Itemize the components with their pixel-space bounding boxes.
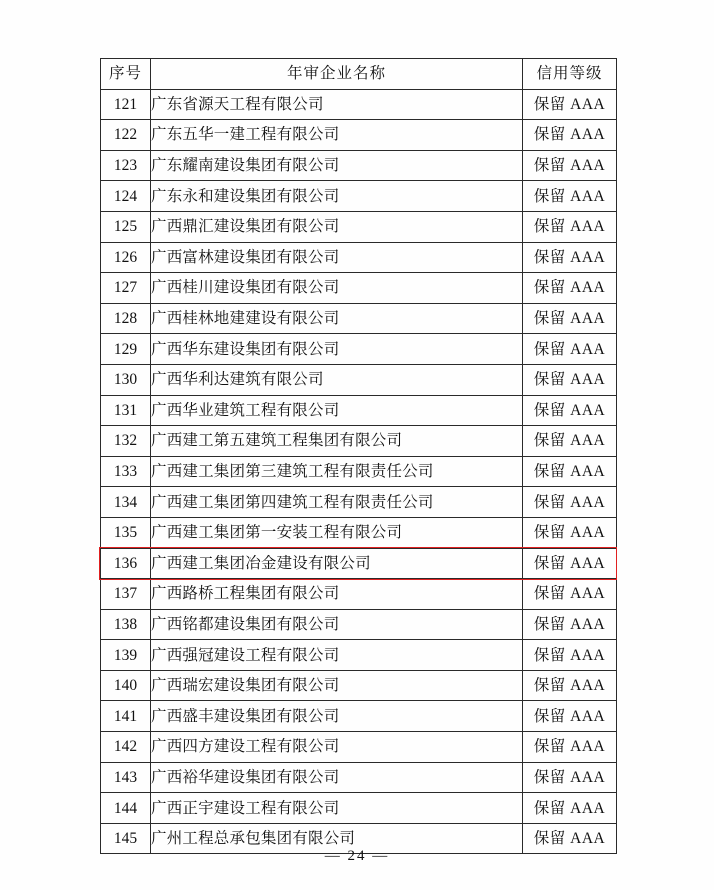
table-row bbox=[101, 181, 617, 212]
table-header bbox=[101, 59, 617, 90]
cell-credit-level: 保留 AAA bbox=[523, 120, 617, 151]
cell-index: 129 bbox=[101, 334, 151, 365]
cell-company-name: 广西正宇建设工程有限公司 bbox=[151, 793, 523, 824]
table-row bbox=[101, 670, 617, 701]
cell-company-name: 广东五华一建工程有限公司 bbox=[151, 120, 523, 151]
cell-credit-level: 保留 AAA bbox=[523, 762, 617, 793]
cell-company-name: 广西桂林地建建设有限公司 bbox=[151, 303, 523, 334]
cell-index: 137 bbox=[101, 579, 151, 610]
table-row bbox=[101, 426, 617, 457]
table-row bbox=[101, 762, 617, 793]
cell-index: 145 bbox=[101, 823, 151, 854]
cell-company-name: 广西强冠建设工程有限公司 bbox=[151, 640, 523, 671]
cell-company-name: 广西建工集团第四建筑工程有限责任公司 bbox=[151, 487, 523, 518]
table-row bbox=[101, 364, 617, 395]
cell-credit-level: 保留 AAA bbox=[523, 579, 617, 610]
cell-company-name: 广西盛丰建设集团有限公司 bbox=[151, 701, 523, 732]
cell-index: 133 bbox=[101, 456, 151, 487]
cell-company-name: 广东省源天工程有限公司 bbox=[151, 89, 523, 120]
cell-credit-level: 保留 AAA bbox=[523, 242, 617, 273]
cell-company-name: 广西华东建设集团有限公司 bbox=[151, 334, 523, 365]
table-row bbox=[101, 120, 617, 151]
cell-credit-level: 保留 AAA bbox=[523, 89, 617, 120]
table-header-row bbox=[101, 59, 617, 90]
cell-index: 128 bbox=[101, 303, 151, 334]
table-row bbox=[101, 334, 617, 365]
column-header-name: 年审企业名称 bbox=[151, 59, 523, 90]
cell-index: 141 bbox=[101, 701, 151, 732]
cell-company-name: 广西桂川建设集团有限公司 bbox=[151, 273, 523, 304]
cell-index: 139 bbox=[101, 640, 151, 671]
cell-company-name: 广西四方建设工程有限公司 bbox=[151, 732, 523, 763]
cell-company-name: 广东耀南建设集团有限公司 bbox=[151, 150, 523, 181]
table-row bbox=[101, 273, 617, 304]
annual-review-table-container bbox=[100, 58, 616, 854]
table-row bbox=[101, 89, 617, 120]
cell-company-name: 广西铭都建设集团有限公司 bbox=[151, 609, 523, 640]
cell-credit-level: 保留 AAA bbox=[523, 150, 617, 181]
annual-review-table bbox=[100, 58, 617, 854]
cell-company-name: 广西瑞宏建设集团有限公司 bbox=[151, 670, 523, 701]
table-row bbox=[101, 701, 617, 732]
cell-credit-level: 保留 AAA bbox=[523, 548, 617, 579]
cell-index: 138 bbox=[101, 609, 151, 640]
cell-credit-level: 保留 AAA bbox=[523, 211, 617, 242]
cell-index: 132 bbox=[101, 426, 151, 457]
cell-credit-level: 保留 AAA bbox=[523, 334, 617, 365]
cell-company-name: 广西建工集团第一安装工程有限公司 bbox=[151, 517, 523, 548]
cell-credit-level: 保留 AAA bbox=[523, 732, 617, 763]
cell-index: 144 bbox=[101, 793, 151, 824]
cell-credit-level: 保留 AAA bbox=[523, 181, 617, 212]
table-row bbox=[101, 640, 617, 671]
cell-company-name: 广西建工集团冶金建设有限公司 bbox=[151, 548, 523, 579]
column-header-level: 信用等级 bbox=[523, 59, 617, 90]
cell-credit-level: 保留 AAA bbox=[523, 395, 617, 426]
table-row bbox=[101, 211, 617, 242]
cell-index: 131 bbox=[101, 395, 151, 426]
cell-credit-level: 保留 AAA bbox=[523, 609, 617, 640]
cell-company-name: 广西裕华建设集团有限公司 bbox=[151, 762, 523, 793]
cell-credit-level: 保留 AAA bbox=[523, 303, 617, 334]
table-row bbox=[101, 395, 617, 426]
cell-company-name: 广州工程总承包集团有限公司 bbox=[151, 823, 523, 854]
cell-credit-level: 保留 AAA bbox=[523, 426, 617, 457]
cell-credit-level: 保留 AAA bbox=[523, 273, 617, 304]
cell-company-name: 广东永和建设集团有限公司 bbox=[151, 181, 523, 212]
table-row bbox=[101, 517, 617, 548]
table-row bbox=[101, 793, 617, 824]
page-footer: — 24 — bbox=[324, 848, 390, 864]
table-row bbox=[101, 150, 617, 181]
cell-index: 127 bbox=[101, 273, 151, 304]
cell-index: 124 bbox=[101, 181, 151, 212]
table-row bbox=[101, 242, 617, 273]
cell-index: 125 bbox=[101, 211, 151, 242]
cell-credit-level: 保留 AAA bbox=[523, 456, 617, 487]
cell-credit-level: 保留 AAA bbox=[523, 517, 617, 548]
cell-company-name: 广西华业建筑工程有限公司 bbox=[151, 395, 523, 426]
cell-index: 135 bbox=[101, 517, 151, 548]
table-row bbox=[101, 579, 617, 610]
cell-index: 130 bbox=[101, 364, 151, 395]
cell-index: 140 bbox=[101, 670, 151, 701]
cell-company-name: 广西路桥工程集团有限公司 bbox=[151, 579, 523, 610]
cell-index: 126 bbox=[101, 242, 151, 273]
cell-credit-level: 保留 AAA bbox=[523, 364, 617, 395]
cell-company-name: 广西华利达建筑有限公司 bbox=[151, 364, 523, 395]
cell-company-name: 广西鼎汇建设集团有限公司 bbox=[151, 211, 523, 242]
cell-index: 143 bbox=[101, 762, 151, 793]
table-row bbox=[101, 487, 617, 518]
cell-credit-level: 保留 AAA bbox=[523, 640, 617, 671]
table-row bbox=[101, 548, 617, 579]
cell-index: 123 bbox=[101, 150, 151, 181]
cell-credit-level: 保留 AAA bbox=[523, 487, 617, 518]
cell-credit-level: 保留 AAA bbox=[523, 793, 617, 824]
table-body bbox=[101, 89, 617, 854]
cell-credit-level: 保留 AAA bbox=[523, 670, 617, 701]
table-row bbox=[101, 732, 617, 763]
table-row bbox=[101, 303, 617, 334]
cell-company-name: 广西建工集团第三建筑工程有限责任公司 bbox=[151, 456, 523, 487]
cell-credit-level: 保留 AAA bbox=[523, 823, 617, 854]
table-row bbox=[101, 456, 617, 487]
table-row bbox=[101, 609, 617, 640]
cell-index: 121 bbox=[101, 89, 151, 120]
cell-credit-level: 保留 AAA bbox=[523, 701, 617, 732]
cell-index: 142 bbox=[101, 732, 151, 763]
cell-company-name: 广西建工第五建筑工程集团有限公司 bbox=[151, 426, 523, 457]
cell-company-name: 广西富林建设集团有限公司 bbox=[151, 242, 523, 273]
column-header-index: 序号 bbox=[101, 59, 151, 90]
cell-index: 136 bbox=[101, 548, 151, 579]
cell-index: 134 bbox=[101, 487, 151, 518]
cell-index: 122 bbox=[101, 120, 151, 151]
